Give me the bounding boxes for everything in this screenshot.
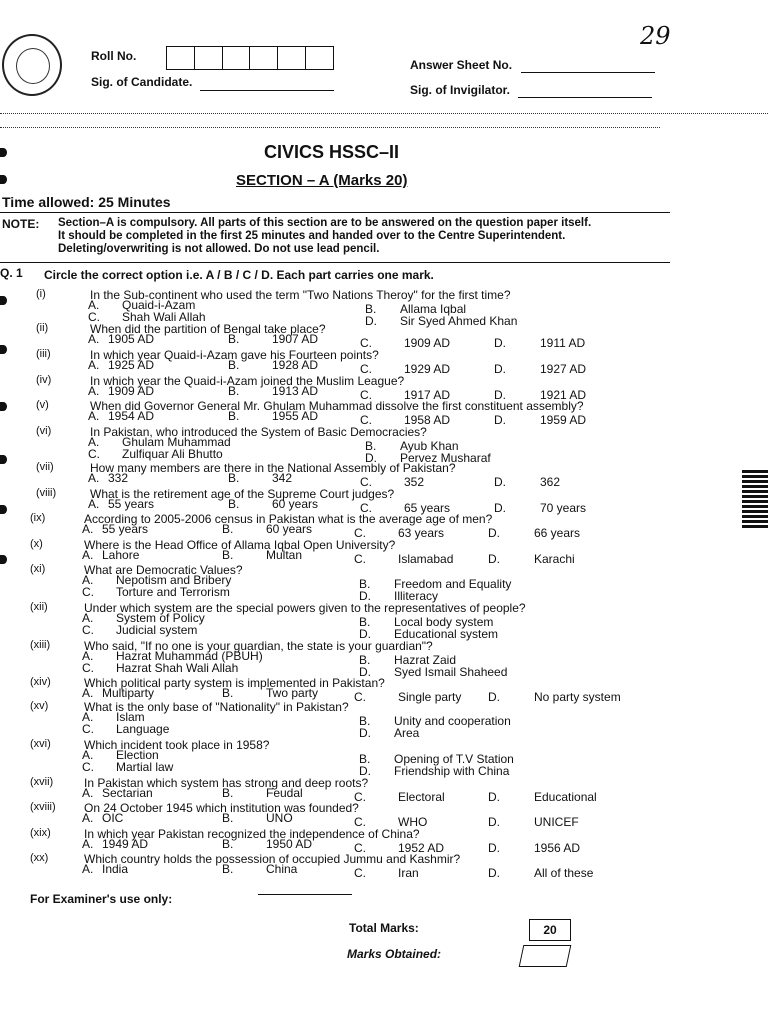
option-text[interactable]: Islamabad (398, 552, 454, 566)
option-letter[interactable]: B. (359, 752, 371, 766)
question-number: (xx) (30, 852, 49, 864)
question-text: In Pakistan which system has strong and deep roots? (84, 776, 369, 790)
option-letter[interactable]: C. (360, 413, 372, 427)
question-text: Which incident took place in 1958? (84, 738, 270, 752)
option-letter[interactable]: D. (494, 336, 506, 350)
option-text[interactable]: UNICEF (534, 815, 579, 829)
question-number: (xviii) (30, 801, 56, 813)
option-letter[interactable]: B. (228, 471, 240, 485)
sig-invigilator-label: Sig. of Invigilator. (410, 83, 511, 97)
option-text[interactable]: Multan (266, 548, 303, 562)
question-number: (vii) (36, 461, 54, 473)
option-letter[interactable]: D. (488, 552, 500, 566)
option-text[interactable]: Hazrat Muhammad (PBUH) (116, 649, 263, 663)
option-letter[interactable]: D. (494, 501, 506, 515)
option-text[interactable]: 1927 AD (540, 362, 587, 376)
option-letter[interactable]: B. (359, 615, 371, 629)
option-text[interactable]: Area (394, 726, 420, 740)
marks-obtained-box[interactable] (519, 945, 572, 967)
option-text[interactable]: 55 years (102, 522, 149, 536)
option-letter[interactable]: B. (359, 714, 371, 728)
option-letter[interactable]: A. (82, 686, 94, 700)
note-line-3: Deleting/overwriting is not allowed. Do not use lead pencil. (58, 243, 380, 255)
question-number: (xv) (30, 700, 49, 712)
option-letter[interactable]: B. (365, 439, 377, 453)
option-text[interactable]: 1921 AD (540, 388, 587, 402)
option-text[interactable]: Martial law (116, 760, 174, 774)
note-line-1: Section–A is compulsory. All parts of this section are to be answered on the question paper itself. (58, 217, 592, 229)
question-number: (ix) (30, 512, 46, 524)
option-letter[interactable]: A. (88, 409, 100, 423)
option-letter[interactable]: C. (354, 866, 366, 880)
option-text[interactable]: 362 (540, 475, 561, 489)
question-text: What are Democratic Values? (84, 563, 243, 577)
option-letter[interactable]: C. (360, 501, 372, 515)
option-letter[interactable]: A. (82, 573, 94, 587)
question-text: In which year Pakistan recognized the independence of China? (84, 827, 420, 841)
question-number: (xiv) (30, 676, 51, 688)
divider (0, 262, 670, 263)
total-marks-label: Total Marks: (349, 921, 419, 935)
question-text: How many members are there in the National Assembly of Pakistan? (90, 461, 456, 475)
option-letter[interactable]: B. (228, 497, 240, 511)
question-number: (iii) (36, 348, 51, 360)
option-text[interactable]: 63 years (398, 526, 445, 540)
option-letter[interactable]: C. (82, 623, 94, 637)
option-text[interactable]: Syed Ismail Shaheed (394, 665, 508, 679)
section-title: SECTION – A (Marks 20) (236, 172, 408, 189)
question-number: (xvi) (30, 738, 51, 750)
option-letter[interactable]: A. (82, 548, 94, 562)
question-text: Which country holds the possession of occupied Jummu and Kashmir? (84, 852, 461, 866)
option-letter[interactable]: D. (488, 815, 500, 829)
option-letter[interactable]: D. (359, 726, 371, 740)
examiner-label: For Examiner's use only: (30, 892, 173, 906)
divider (0, 212, 670, 213)
option-letter[interactable]: A. (82, 748, 94, 762)
option-letter[interactable]: B. (222, 786, 234, 800)
option-letter[interactable]: D. (488, 841, 500, 855)
question-text: In the Sub-continent who used the term "Two Nations Theroy" for the first time? (90, 288, 511, 302)
option-letter[interactable]: D. (359, 764, 371, 778)
option-letter[interactable]: B. (228, 358, 240, 372)
question-text: Under which system are the special powers given to the representatives of people? (84, 601, 526, 615)
option-text[interactable]: China (266, 862, 298, 876)
option-letter[interactable]: A. (82, 522, 94, 536)
option-letter[interactable]: C. (354, 815, 366, 829)
question-number: (iv) (36, 374, 52, 386)
option-letter[interactable]: A. (82, 862, 94, 876)
page-number: 29 (640, 22, 671, 50)
option-text[interactable]: 1955 AD (272, 409, 319, 423)
option-letter[interactable]: B. (228, 332, 240, 346)
option-text[interactable]: 1952 AD (398, 841, 445, 855)
option-letter[interactable]: A. (88, 298, 100, 312)
q1-label: Q. 1 (0, 266, 23, 280)
q1-instruction: Circle the correct option i.e. A / B / C / D. Each part carries one mark. (44, 268, 434, 282)
sig-candidate-line[interactable] (200, 90, 334, 91)
option-text[interactable]: 1905 AD (108, 332, 155, 346)
option-letter[interactable]: B. (365, 302, 377, 316)
option-letter[interactable]: A. (88, 358, 100, 372)
option-text[interactable]: Nepotism and Bribery (116, 573, 232, 587)
option-text[interactable]: Karachi (534, 552, 575, 566)
option-text[interactable]: Language (116, 722, 170, 736)
option-letter[interactable]: D. (359, 589, 371, 603)
option-letter[interactable]: A. (88, 497, 100, 511)
cut-line (0, 113, 768, 114)
sig-candidate-label: Sig. of Candidate. (91, 75, 193, 89)
option-text[interactable]: Opening of T.V Station (394, 752, 514, 766)
option-text[interactable]: 1913 AD (272, 384, 319, 398)
question-text: When did the partition of Bengal take place? (90, 322, 326, 336)
option-text[interactable]: Single party (398, 690, 462, 704)
option-letter[interactable]: C. (82, 661, 94, 675)
question-number: (xiii) (30, 639, 51, 651)
option-letter[interactable]: D. (359, 627, 371, 641)
option-letter[interactable]: C. (354, 690, 366, 704)
option-letter[interactable]: C. (82, 585, 94, 599)
option-text[interactable]: Allama Iqbal (400, 302, 467, 316)
option-letter[interactable]: A. (82, 837, 94, 851)
option-text[interactable]: 1949 AD (102, 837, 149, 851)
option-letter[interactable]: A. (88, 471, 100, 485)
total-marks-box: 20 (529, 919, 571, 941)
option-text[interactable]: Ghulam Muhammad (122, 435, 231, 449)
option-text[interactable]: Lahore (102, 548, 140, 562)
option-letter[interactable]: B. (222, 522, 234, 536)
option-letter[interactable]: A. (88, 332, 100, 346)
margin-mark (0, 402, 7, 411)
time-allowed: Time allowed: 25 Minutes (2, 194, 171, 210)
margin-mark (0, 296, 7, 305)
option-letter[interactable]: C. (354, 526, 366, 540)
option-text[interactable]: Educational system (394, 627, 499, 641)
cut-line-2 (0, 127, 660, 128)
option-letter[interactable]: D. (494, 413, 506, 427)
option-text[interactable]: 1911 AD (540, 336, 586, 350)
option-text[interactable]: Educational (534, 790, 597, 804)
option-text[interactable]: 1959 AD (540, 413, 587, 427)
option-letter[interactable]: D. (359, 665, 371, 679)
option-text[interactable]: 1928 AD (272, 358, 319, 372)
sig-invigilator-line[interactable] (518, 97, 652, 98)
option-text[interactable]: 332 (108, 471, 129, 485)
question-text: According to 2005-2006 census in Pakistan what is the average age of men? (84, 512, 493, 526)
option-text[interactable]: 1929 AD (404, 362, 451, 376)
option-text[interactable]: Unity and cooperation (394, 714, 511, 728)
option-text[interactable]: Ayub Khan (400, 439, 459, 453)
scan-registration-marks (742, 470, 768, 530)
option-letter[interactable]: B. (359, 653, 371, 667)
margin-mark (0, 175, 7, 184)
option-letter[interactable]: B. (222, 862, 234, 876)
option-text[interactable]: 1909 AD (108, 384, 155, 398)
option-text[interactable]: Feudal (266, 786, 303, 800)
option-letter[interactable]: C. (354, 841, 366, 855)
page-title: CIVICS HSSC–II (264, 142, 400, 162)
option-letter[interactable]: A. (82, 611, 94, 625)
option-text[interactable]: Multiparty (102, 686, 155, 700)
examiner-line[interactable] (258, 894, 352, 895)
question-number: (xii) (30, 601, 48, 613)
option-text[interactable]: Torture and Terrorism (116, 585, 230, 599)
option-letter[interactable]: C. (360, 475, 372, 489)
option-letter[interactable]: A. (82, 811, 94, 825)
question-number: (v) (36, 399, 49, 411)
option-text[interactable]: 1956 AD (534, 841, 581, 855)
option-letter[interactable]: D. (494, 388, 506, 402)
question-number: (x) (30, 538, 43, 550)
question-text: Who said, "If no one is your guardian, the state is your guardian"? (84, 639, 433, 653)
answer-sheet-label: Answer Sheet No. (410, 58, 513, 72)
option-text[interactable]: Friendship with China (394, 764, 510, 778)
option-letter[interactable]: B. (222, 548, 234, 562)
option-text[interactable]: 1925 AD (108, 358, 155, 372)
margin-mark (0, 148, 7, 157)
option-letter[interactable]: A. (88, 435, 100, 449)
option-text[interactable]: Illiteracy (394, 589, 439, 603)
option-letter[interactable]: B. (222, 686, 234, 700)
option-letter[interactable]: B. (222, 837, 234, 851)
option-text[interactable]: 70 years (540, 501, 587, 515)
option-text[interactable]: OIC (102, 811, 124, 825)
question-number: (vi) (36, 425, 52, 437)
option-text[interactable]: India (102, 862, 129, 876)
margin-mark (0, 555, 7, 564)
option-letter[interactable]: D. (488, 526, 500, 540)
option-text[interactable]: Local body system (394, 615, 494, 629)
option-letter[interactable]: D. (488, 866, 500, 880)
option-text[interactable]: Islam (116, 710, 145, 724)
option-letter[interactable]: D. (494, 362, 506, 376)
option-letter[interactable]: C. (88, 310, 100, 324)
option-text[interactable]: Shah Wali Allah (122, 310, 206, 324)
option-text[interactable]: 1917 AD (404, 388, 451, 402)
option-letter[interactable]: C. (360, 388, 372, 402)
option-letter[interactable]: D. (488, 690, 500, 704)
option-text[interactable]: Quaid-i-Azam (122, 298, 196, 312)
marks-obtained-label: Marks Obtained: (347, 947, 442, 961)
question-text: In Pakistan, who introduced the System of Basic Democracies? (90, 425, 427, 439)
option-text[interactable]: Electoral (398, 790, 445, 804)
option-text[interactable]: Judicial system (116, 623, 198, 637)
option-text[interactable]: Iran (398, 866, 419, 880)
option-letter[interactable]: C. (82, 722, 94, 736)
option-text[interactable]: 342 (272, 471, 293, 485)
option-text[interactable]: 1954 AD (108, 409, 155, 423)
margin-mark (0, 345, 7, 354)
question-text: What is the only base of "Nationality" in Pakistan? (84, 700, 349, 714)
option-letter[interactable]: A. (82, 710, 94, 724)
option-letter[interactable]: C. (88, 447, 100, 461)
option-text[interactable]: Zulfiquar Ali Bhutto (122, 447, 223, 461)
option-letter[interactable]: A. (82, 786, 94, 800)
option-letter[interactable]: C. (82, 760, 94, 774)
option-text[interactable]: 352 (404, 475, 425, 489)
option-text[interactable]: 66 years (534, 526, 581, 540)
option-letter[interactable]: B. (359, 577, 371, 591)
question-number: (ii) (36, 322, 49, 334)
option-letter[interactable]: B. (228, 384, 240, 398)
question-text: In which year Quaid-i-Azam gave his Fourteen points? (90, 348, 379, 362)
option-text[interactable]: 60 years (272, 497, 319, 511)
answer-sheet-line[interactable] (521, 72, 655, 73)
option-text[interactable]: 1909 AD (404, 336, 451, 350)
option-text[interactable]: WHO (398, 815, 428, 829)
option-text[interactable]: Sir Syed Ahmed Khan (400, 314, 518, 328)
option-text[interactable]: Pervez Musharaf (400, 451, 491, 465)
option-text[interactable]: Freedom and Equality (394, 577, 512, 591)
option-text[interactable]: 55 years (108, 497, 155, 511)
option-text[interactable]: 65 years (404, 501, 451, 515)
option-letter[interactable]: B. (228, 409, 240, 423)
roll-no-label: Roll No. (91, 49, 137, 63)
option-text[interactable]: UNO (266, 811, 293, 825)
option-letter[interactable]: C. (360, 336, 372, 350)
option-text[interactable]: 60 years (266, 522, 313, 536)
question-number: (i) (36, 288, 46, 300)
option-letter[interactable]: D. (365, 451, 377, 465)
roll-no-boxes[interactable] (166, 46, 334, 70)
question-number: (xvii) (30, 776, 54, 788)
margin-mark (0, 455, 7, 464)
option-text[interactable]: 1958 AD (404, 413, 451, 427)
option-letter[interactable]: C. (354, 552, 366, 566)
board-seal-logo (2, 34, 62, 96)
option-letter[interactable]: C. (360, 362, 372, 376)
option-text[interactable]: All of these (534, 866, 594, 880)
option-letter[interactable]: A. (82, 649, 94, 663)
question-text: Where is the Head Office of Allama Iqbal Open University? (84, 538, 396, 552)
option-letter[interactable]: D. (494, 475, 506, 489)
note-line-2: It should be completed in the first 25 minutes and handed over to the Centre Superintendent. (58, 230, 566, 242)
question-text: In which year the Quaid-i-Azam joined the Muslim League? (90, 374, 405, 388)
option-text[interactable]: 1950 AD (266, 837, 313, 851)
question-number: (viii) (36, 487, 57, 499)
option-text[interactable]: No party system (534, 690, 621, 704)
question-text: When did Governor General Mr. Ghulam Muhammad dissolve the first constituent assembly? (90, 399, 584, 413)
margin-mark (0, 505, 7, 514)
option-text[interactable]: Sectarian (102, 786, 153, 800)
option-letter[interactable]: B. (222, 811, 234, 825)
option-letter[interactable]: A. (88, 384, 100, 398)
option-text[interactable]: 1907 AD (272, 332, 319, 346)
question-text: What is the retirement age of the Supreme Court judges? (90, 487, 395, 501)
option-letter[interactable]: C. (354, 790, 366, 804)
option-letter[interactable]: D. (365, 314, 377, 328)
question-text: Which political party system is implemented in Pakistan? (84, 676, 385, 690)
question-number: (xi) (30, 563, 46, 575)
option-text[interactable]: Two party (266, 686, 319, 700)
question-text: On 24 October 1945 which institution was founded? (84, 801, 359, 815)
question-number: (xix) (30, 827, 51, 839)
note-label: NOTE: (2, 217, 40, 231)
option-text[interactable]: Hazrat Zaid (394, 653, 457, 667)
option-letter[interactable]: D. (488, 790, 500, 804)
option-text[interactable]: Election (116, 748, 159, 762)
option-text[interactable]: Hazrat Shah Wali Allah (116, 661, 239, 675)
option-text[interactable]: System of Policy (116, 611, 205, 625)
